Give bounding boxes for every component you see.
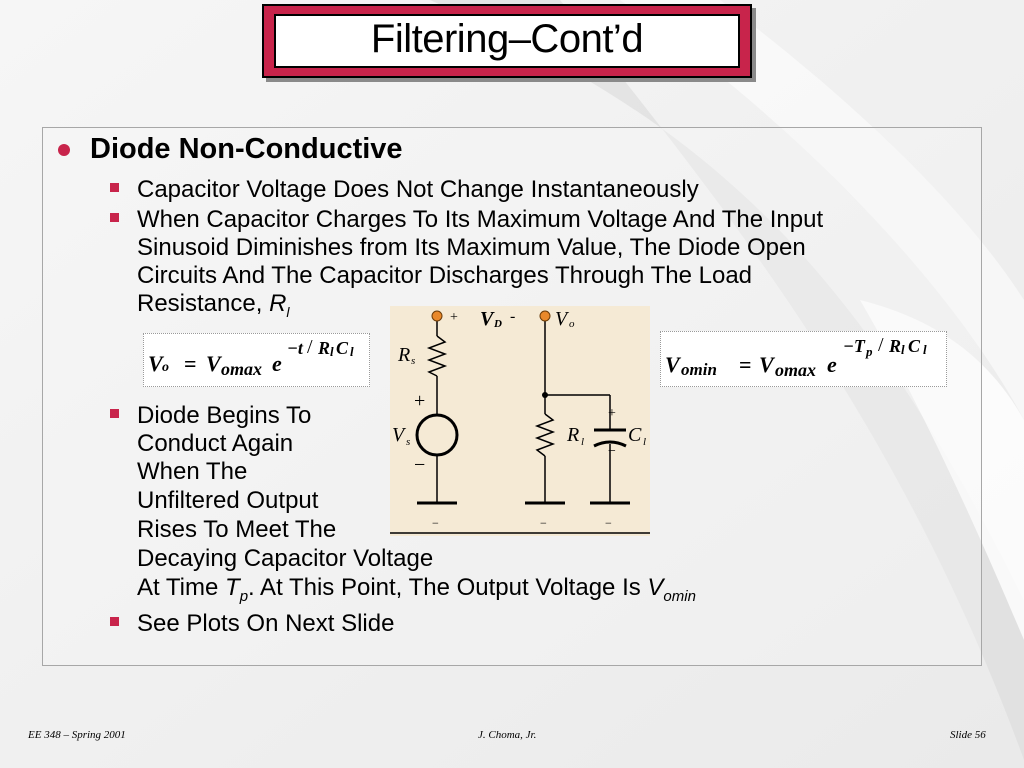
- square-bullet-icon: [110, 617, 119, 626]
- vomin-subscript: omin: [663, 587, 696, 605]
- resistance-subscript: l: [286, 303, 290, 320]
- at-time-label: At Time: [137, 574, 226, 601]
- bullet-text: [137, 574, 696, 611]
- cl-label: C: [628, 424, 642, 446]
- rs-label: R: [398, 344, 411, 366]
- vs-label: V: [392, 424, 405, 446]
- ground-label: −: [605, 516, 612, 530]
- eq-exponent: C: [336, 338, 349, 358]
- eq-var: V: [759, 352, 774, 377]
- vs-minus-label: −: [414, 454, 426, 476]
- eq-exponent: C: [908, 336, 921, 356]
- bullet-text: [137, 290, 290, 326]
- square-bullet-icon: [110, 409, 119, 418]
- bullet-text: Decaying Capacitor Voltage: [137, 545, 434, 572]
- eq-var: e: [827, 352, 837, 377]
- cap-plus-label: +: [608, 406, 616, 421]
- rs-subscript: s: [411, 355, 416, 367]
- terminal-plus-label: +: [450, 310, 458, 325]
- footer-slide-number: Slide 56: [950, 729, 986, 741]
- slide-title: Filtering–Cont’d: [370, 17, 644, 61]
- cl-subscript: l: [643, 436, 647, 448]
- rectifier-circuit-diagram: [390, 306, 650, 536]
- eq-sub: omin: [681, 360, 717, 379]
- tp-symbol: T: [225, 574, 240, 601]
- eq-exponent: −t: [287, 338, 303, 358]
- bullet-text: When Capacitor Charges To Its Maximum Voltage And The Input: [137, 206, 824, 233]
- eq-var: V: [665, 352, 680, 377]
- bullet-text: Conduct Again: [137, 430, 294, 457]
- tp-subscript: p: [239, 587, 249, 605]
- ground-label: −: [540, 516, 547, 530]
- bullet-text: When The: [137, 458, 248, 485]
- footer-author: J. Choma, Jr.: [478, 729, 537, 741]
- equation-vomin: [660, 331, 947, 387]
- eq-sub: l: [350, 344, 354, 359]
- rl-subscript: l: [581, 436, 585, 448]
- eq-equals: =: [184, 351, 197, 376]
- vs-plus-label: +: [414, 390, 426, 412]
- ground-label: −: [432, 516, 439, 530]
- square-bullet-icon: [110, 213, 119, 222]
- eq-sub: omax: [221, 359, 263, 379]
- title-frame: [262, 4, 752, 78]
- terminal-minus-label: -: [510, 308, 516, 325]
- square-bullet-icon: [110, 183, 119, 192]
- vo-label: V: [555, 308, 568, 330]
- bullet-text: Unfiltered Output: [137, 487, 319, 514]
- title-inner-box: [274, 14, 740, 68]
- bullet-text: Diode Begins To: [137, 402, 312, 429]
- eq-var: V: [206, 351, 221, 376]
- resistance-symbol: R: [269, 290, 287, 317]
- bullet-text: Rises To Meet The: [137, 516, 337, 543]
- vs-subscript: s: [406, 436, 411, 448]
- eq-sub: l: [330, 344, 334, 359]
- heading-bullet: [58, 133, 403, 166]
- bullet-text: Capacitor Voltage Does Not Change Instantaneously: [137, 176, 699, 203]
- eq-slash: /: [307, 336, 313, 358]
- cap-minus-label: −: [608, 444, 616, 459]
- resistance-label: Resistance,: [137, 290, 263, 317]
- bullet-text: Sinusoid Diminishes from Its Maximum Value, The Diode Open: [137, 234, 806, 261]
- vomin-symbol: V: [647, 574, 664, 601]
- rl-label: R: [567, 424, 580, 446]
- eq-sub: o: [162, 360, 169, 375]
- round-bullet-icon: [58, 144, 70, 156]
- vd-label: V: [480, 308, 494, 330]
- equation-vo: [143, 333, 370, 387]
- section-heading: Diode Non-Conductive: [90, 133, 403, 165]
- eq-slash: /: [878, 334, 884, 356]
- eq-exponent: R: [889, 336, 902, 356]
- eq-exponent: R: [318, 338, 331, 358]
- bullet-text: Circuits And The Capacitor Discharges Through The Load: [137, 262, 753, 289]
- eq-var: e: [272, 351, 282, 376]
- eq-sub: l: [901, 342, 905, 357]
- eq-equals: =: [739, 352, 752, 377]
- footer-course: EE 348 – Spring 2001: [28, 729, 126, 741]
- vd-subscript: D: [494, 318, 502, 330]
- at-time-text: . At This Point, The Output Voltage Is: [248, 574, 648, 601]
- eq-sub: omax: [775, 360, 817, 380]
- vo-subscript: o: [569, 318, 575, 330]
- eq-exponent: −T: [843, 336, 865, 356]
- eq-sub: l: [923, 342, 927, 357]
- eq-sub: p: [866, 344, 873, 359]
- eq-var: V: [148, 351, 163, 376]
- bullet-text: See Plots On Next Slide: [137, 610, 395, 637]
